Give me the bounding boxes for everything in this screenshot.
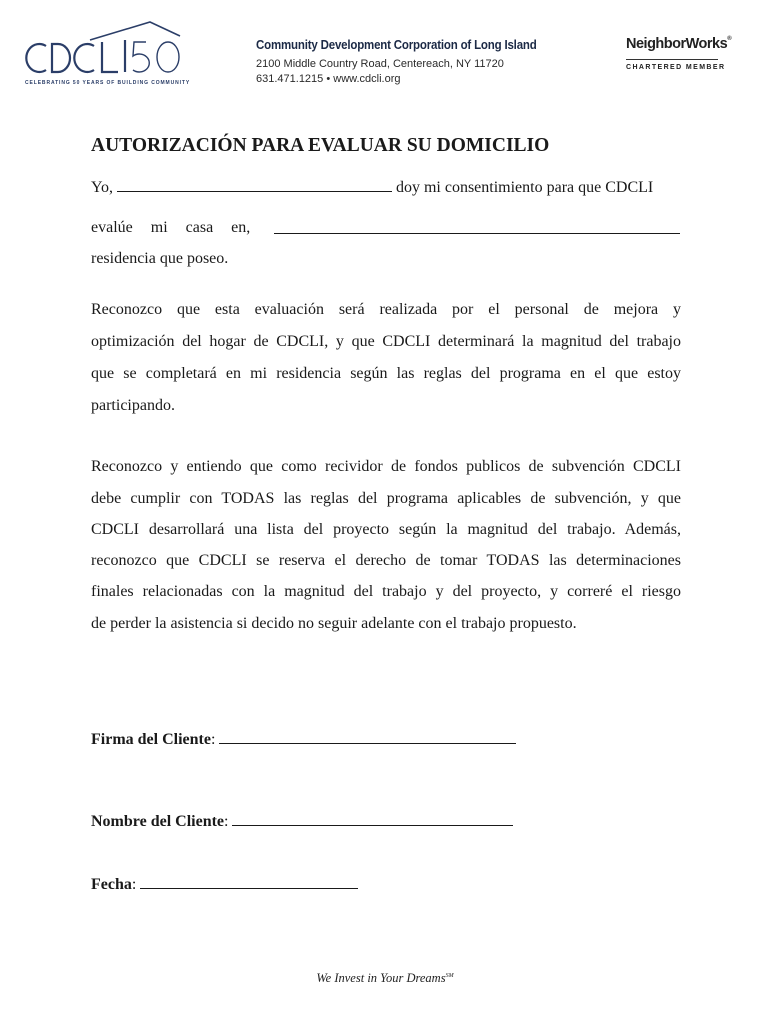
registered-mark: ® — [727, 36, 732, 42]
logo-tagline: CELEBRATING 50 YEARS OF BUILDING COMMUNITY — [25, 80, 191, 86]
date-label: Fecha — [91, 876, 132, 893]
consent-line — [91, 177, 653, 197]
client-name-row — [91, 811, 513, 831]
organization-name: Community Development Corporation of Long Island — [256, 38, 537, 52]
organization-address: 2100 Middle Country Road, Centereach, NY 11720 — [256, 58, 504, 70]
residence-line: residencia que poseo. — [91, 250, 229, 267]
consent-prefix: Yo, — [91, 179, 113, 196]
divider — [626, 59, 718, 60]
client-name-label: Nombre del Cliente — [91, 813, 225, 830]
paragraph-2-line-1: Reconozco y entiendo que como recividor de fondos publicos de subvención CDCLI — [91, 458, 681, 475]
organization-info — [256, 38, 561, 85]
document-title: AUTORIZACIÓN PARA EVALUAR SU DOMICILIO — [91, 135, 550, 156]
signature-row — [91, 729, 516, 749]
organization-contact: 631.471.1215 • www.cdcli.org — [256, 73, 401, 85]
paragraph-2-line-3: CDCLI desarrollará una lista del proyecto según la magnitud del trabajo. Además, — [91, 521, 681, 538]
address-prefix: evalúe mi casa en, — [91, 219, 251, 236]
cdcli-logo — [22, 18, 191, 90]
name-blank-field[interactable] — [117, 177, 392, 192]
signature-colon: : — [210, 731, 216, 748]
letterhead — [0, 0, 770, 110]
signature-label: Firma del Cliente — [91, 731, 211, 748]
cdcli-logo-graphic — [22, 18, 187, 78]
signature-field[interactable] — [219, 729, 516, 744]
slogan-text: We Invest in Your Dreams — [316, 971, 446, 985]
address-blank-field[interactable] — [274, 219, 680, 234]
date-row — [91, 874, 358, 894]
chartered-member-label: CHARTERED MEMBER — [626, 64, 726, 71]
client-name-field[interactable] — [232, 811, 513, 826]
neighborworks-logo — [622, 32, 732, 74]
paragraph-1-line-4: participando. — [91, 397, 175, 414]
paragraph-2-line-6: de perder la asistencia si decido no seguir adelante con el trabajo propuesto. — [91, 615, 577, 632]
service-mark: SM — [445, 972, 454, 979]
consent-suffix: doy mi consentimiento para que CDCLI — [395, 179, 654, 196]
address-line — [91, 219, 681, 237]
neighborworks-wordmark: NeighborWorks — [626, 36, 728, 52]
date-field[interactable] — [140, 874, 358, 889]
neighborworks-name — [626, 36, 731, 52]
date-colon: : — [131, 876, 137, 893]
client-name-colon: : — [224, 813, 229, 830]
footer-slogan — [0, 971, 770, 986]
paragraph-1-line-1: Reconozco que esta evaluación será realizada por el personal de mejora y — [91, 301, 681, 318]
paragraph-1-line-2: optimización del hogar de CDCLI, y que CDCLI determinará la magnitud del trabajo — [91, 333, 681, 350]
paragraph-1-line-3: que se completará en mi residencia según las reglas del programa en el que estoy — [91, 365, 681, 382]
paragraph-2-line-4: reconozco que CDCLI se reserva el derecho de tomar TODAS las determinaciones — [91, 552, 681, 569]
paragraph-2-line-2: debe cumplir con TODAS las reglas del programa aplicables de subvención, y que — [91, 490, 681, 507]
paragraph-2-line-5: finales relacionadas con la magnitud del trabajo y del proyecto, y correré el riesgo — [91, 583, 681, 600]
